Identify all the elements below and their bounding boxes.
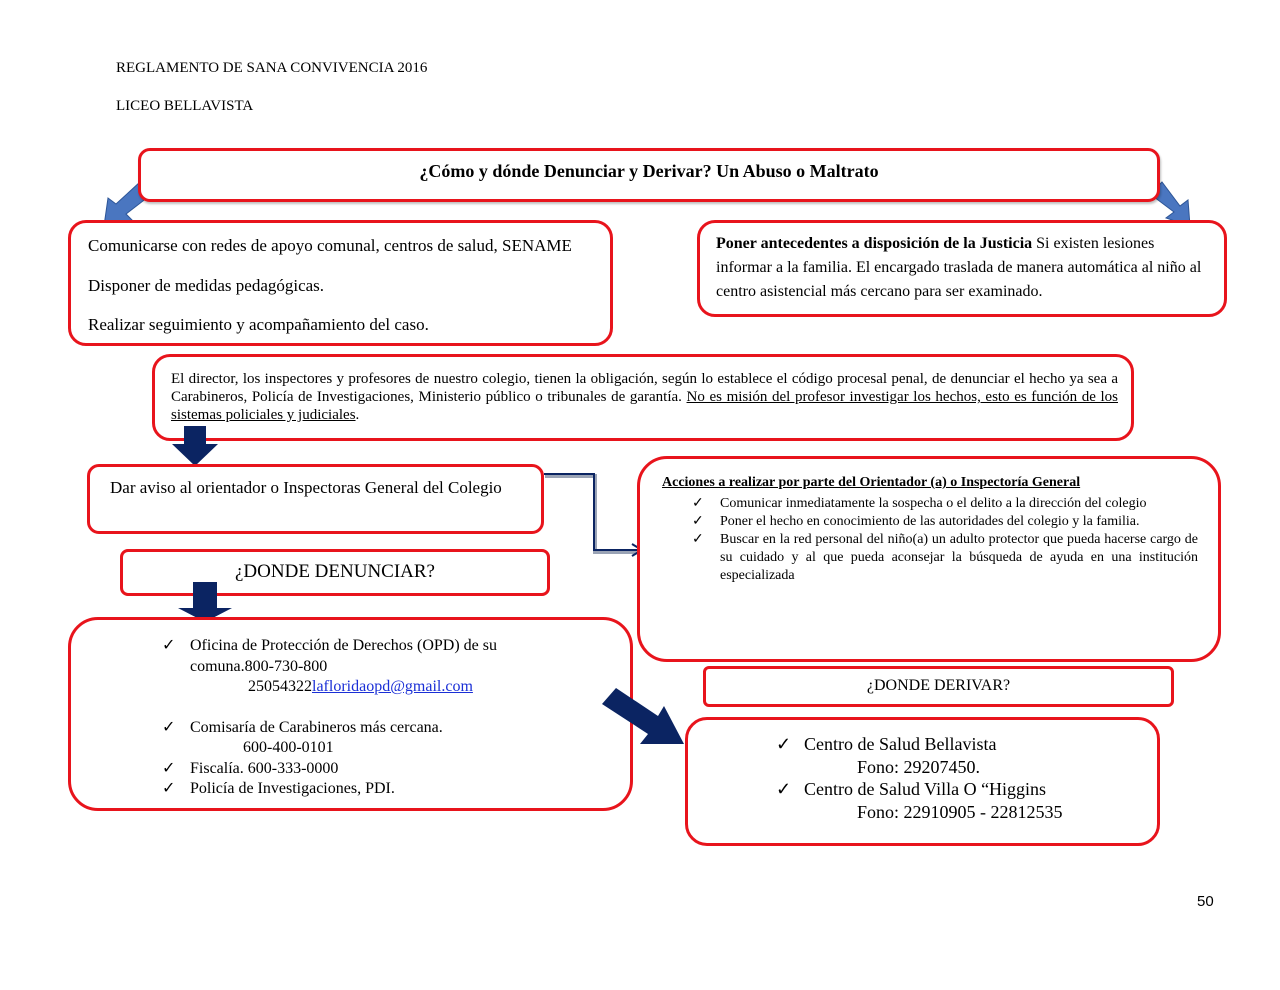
obligacion-end: . [355,407,360,423]
carabineros-name: Comisaría de Carabineros más cercana. [190,718,443,736]
obligacion-underlined: No es misión del profesor investigar los hechos, esto es función de los sistemas policiales y judiciales [171,389,1118,423]
list-item [162,779,632,800]
acciones-title-text: Acciones a realizar por parte del Orientador (a) o Inspectoría General [662,475,1081,490]
list-item [692,531,1198,585]
document-header-school: LICEO BELLAVISTA [116,98,254,114]
donde-derivar-label: ¿DONDE DERIVAR? [866,677,1011,694]
check-icon: ✓ [162,637,176,654]
title-box [138,148,1160,202]
centro-villa-ohiggins [804,778,1156,823]
justicia-text [716,232,1211,304]
aviso-box [87,464,544,534]
check-icon: ✓ [162,780,176,797]
check-icon: ✓ [162,759,176,777]
arrow-diagonal-icon [602,688,686,754]
acciones-title [662,475,1080,491]
obligacion-body: El director, los inspectores y profesores de nuestro colegio, tienen la obligación, según lo establece el código procesal penal, de denunciar el hecho ya sea a Carabineros, Policía de Investigaciones, Ministerio público o tribunales de garantía. [171,371,1118,405]
list-item [162,636,632,698]
page-number: 50 [1197,893,1214,910]
centro-bellavista [804,733,1156,778]
centro-bellavista-phone: Fono: 29207450. [857,756,981,777]
check-icon: ✓ [776,779,792,799]
opd-email-link[interactable]: lafloridaopd@gmail.com [312,678,473,695]
apoyo-box [68,220,613,346]
check-icon: ✓ [692,532,704,547]
list-item [692,495,1198,513]
pdi-item: Policía de Investigaciones, PDI. [190,780,395,797]
page-title: ¿Cómo y dónde Denunciar y Derivar? Un Abuso o Maltrato [419,161,879,181]
opd-item [190,636,632,698]
acciones-box [637,456,1221,662]
acciones-item-text: Poner el hecho en conocimiento de las autoridades del colegio y la familia. [720,514,1140,529]
check-icon: ✓ [162,718,176,736]
check-icon: ✓ [692,514,704,529]
list-item [776,778,1156,823]
opd-phone: 25054322 [248,678,312,695]
list-item [692,513,1198,531]
derivar-list [776,733,1156,823]
acciones-list [692,495,1198,585]
justicia-box [697,220,1227,317]
derivar-box [685,717,1160,846]
list-item [776,733,1156,778]
arrow-down-icon [178,582,234,622]
acciones-item-text: Comunicar inmediatamente la sospecha o el delito a la dirección del colegio [720,496,1147,511]
centro-bellavista-name: Centro de Salud Bellavista [804,734,997,754]
acciones-item-text: Buscar en la red personal del niño(a) un adulto protector que pueda hacerse cargo de su cuidado y al que pueda aconsejar la búsqueda de ayuda en una institución especializada [720,532,1198,583]
list-item: Disponer de medidas pedagógicas. [88,276,325,295]
document-header-title: REGLAMENTO DE SANA CONVIVENCIA 2016 [116,60,428,76]
donde-derivar-box [703,666,1174,707]
donde-denunciar-label: ¿DONDE DENUNCIAR? [235,561,435,582]
carabineros-phone: 600-400-0101 [243,739,334,756]
check-icon: ✓ [692,496,704,511]
check-icon: ✓ [776,734,792,754]
justicia-description: Si existen lesiones informar a la familia. El encargado traslada de manera automática al niño al centro asistencial más cercano para ser examinado. [716,235,1202,300]
centro-villa-ohiggins-name: Centro de Salud Villa O “Higgins [804,779,1047,799]
justicia-title: Poner antecedentes a disposición de la Justicia [716,235,1033,252]
list-item [162,759,632,780]
list-item: Comunicarse con redes de apoyo comunal, centros de salud, SENAME [88,236,572,255]
denunciar-list [162,636,632,800]
centro-villa-ohiggins-phone: Fono: 22910905 - 22812535 [857,801,1063,822]
opd-name: Oficina de Protección de Derechos (OPD) de su [190,637,498,654]
carabineros-item [190,718,632,759]
denunciar-box [68,617,633,811]
obligacion-box [152,354,1134,441]
arrow-down-icon [170,426,220,468]
list-item [162,718,632,759]
opd-phone-line: comuna.800-730-800 [190,657,328,675]
aviso-text: Dar aviso al orientador o Inspectoras General del Colegio [110,478,502,497]
fiscalia-item: Fiscalía. 600-333-0000 [190,759,339,777]
list-item: Realizar seguimiento y acompañamiento del caso. [88,315,429,334]
obligacion-text [171,370,1118,424]
